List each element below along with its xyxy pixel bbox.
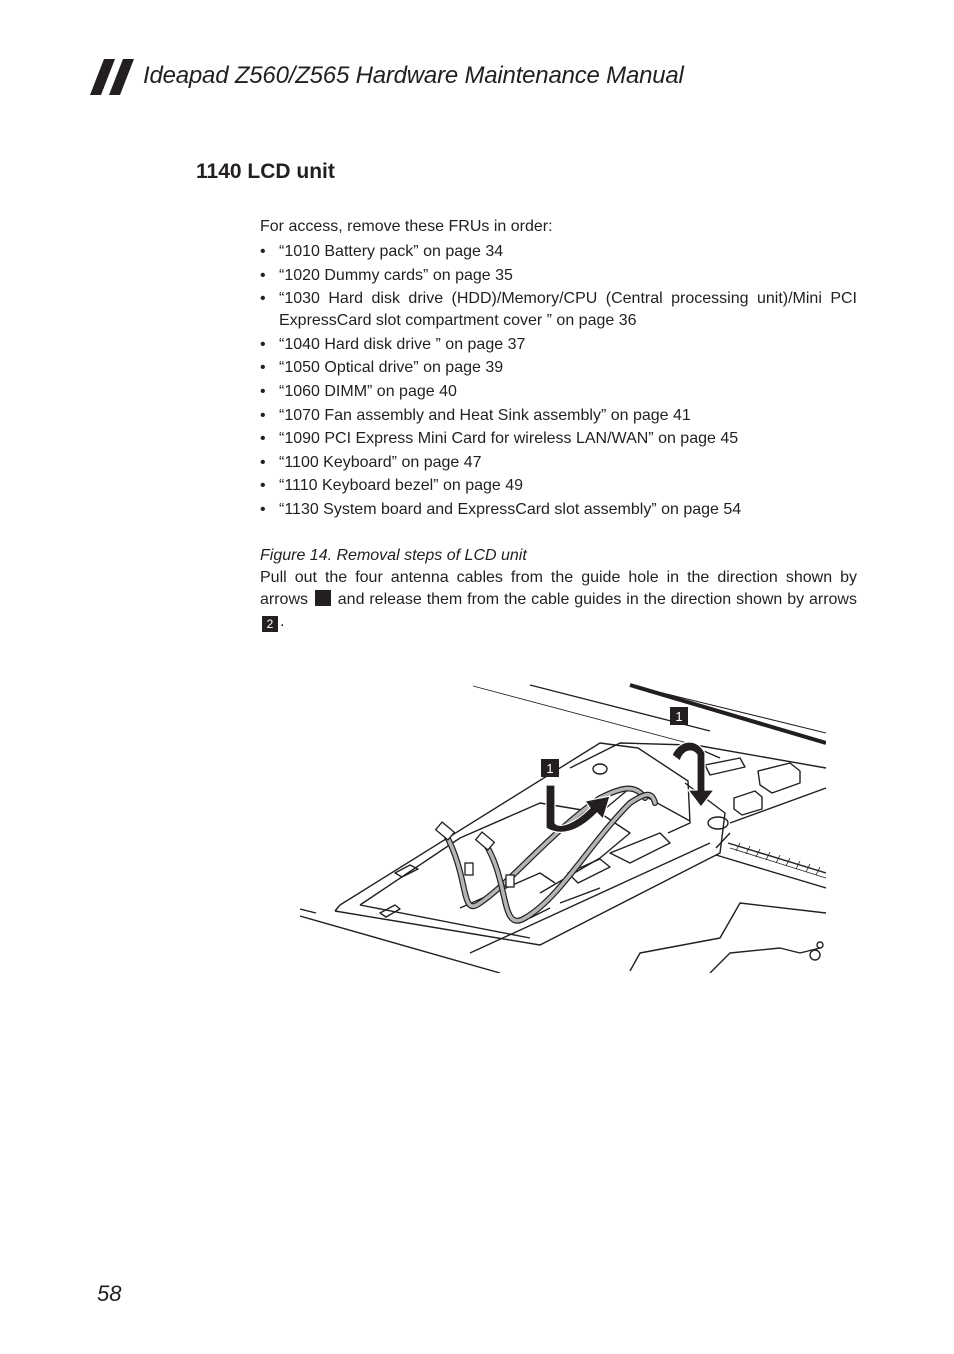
lcd-removal-figure xyxy=(300,683,826,973)
page-number: 58 xyxy=(97,1281,122,1306)
step-2-badge: 2 xyxy=(262,616,278,632)
double-slash-logo-icon xyxy=(90,59,136,95)
step-1-badge xyxy=(315,590,331,606)
callout-label-top: 1 xyxy=(675,709,683,724)
list-item: • “1090 PCI Express Mini Card for wireless LAN/WAN” on page 45 xyxy=(260,430,739,448)
section-title: 1140 LCD unit xyxy=(196,160,335,183)
list-item: • “1010 Battery pack” on page 34 xyxy=(260,243,504,260)
list-item: • “1050 Optical drive” on page 39 xyxy=(260,359,504,377)
list-item: • “1070 Fan assembly and Heat Sink assembly” on page 41 xyxy=(260,406,691,424)
instructions-text: Pull out the four antenna cables from the guide hole in the direction shown by arrows and release them from the cable guides in the direction shown by arrows 2 . xyxy=(260,568,857,631)
list-item: • “1020 Dummy cards” on page 35 xyxy=(260,266,513,284)
figure-caption: Figure 14. Removal steps of LCD unit xyxy=(260,546,527,564)
list-item: • “1030 Hard disk drive (HDD)/Memory/CPU (Central processing unit)/Mini PCI ExpressCard slot compartment cover ” on page 36 xyxy=(260,290,857,330)
callout-label-left: 1 xyxy=(546,761,554,776)
list-item: • “1100 Keyboard” on page 47 xyxy=(260,453,482,471)
manual-title: Ideapad Z560/Z565 Hardware Maintenance Manual xyxy=(143,62,684,89)
list-item: • “1130 System board and ExpressCard slot assembly” on page 54 xyxy=(260,500,742,518)
fru-list xyxy=(260,241,857,521)
section-content xyxy=(260,216,857,633)
intro-text: For access, remove these FRUs in order: xyxy=(260,218,553,235)
list-item: • “1060 DIMM” on page 40 xyxy=(260,382,457,400)
list-item: • “1110 Keyboard bezel” on page 49 xyxy=(260,477,524,495)
list-item: • “1040 Hard disk drive ” on page 37 xyxy=(260,335,526,353)
